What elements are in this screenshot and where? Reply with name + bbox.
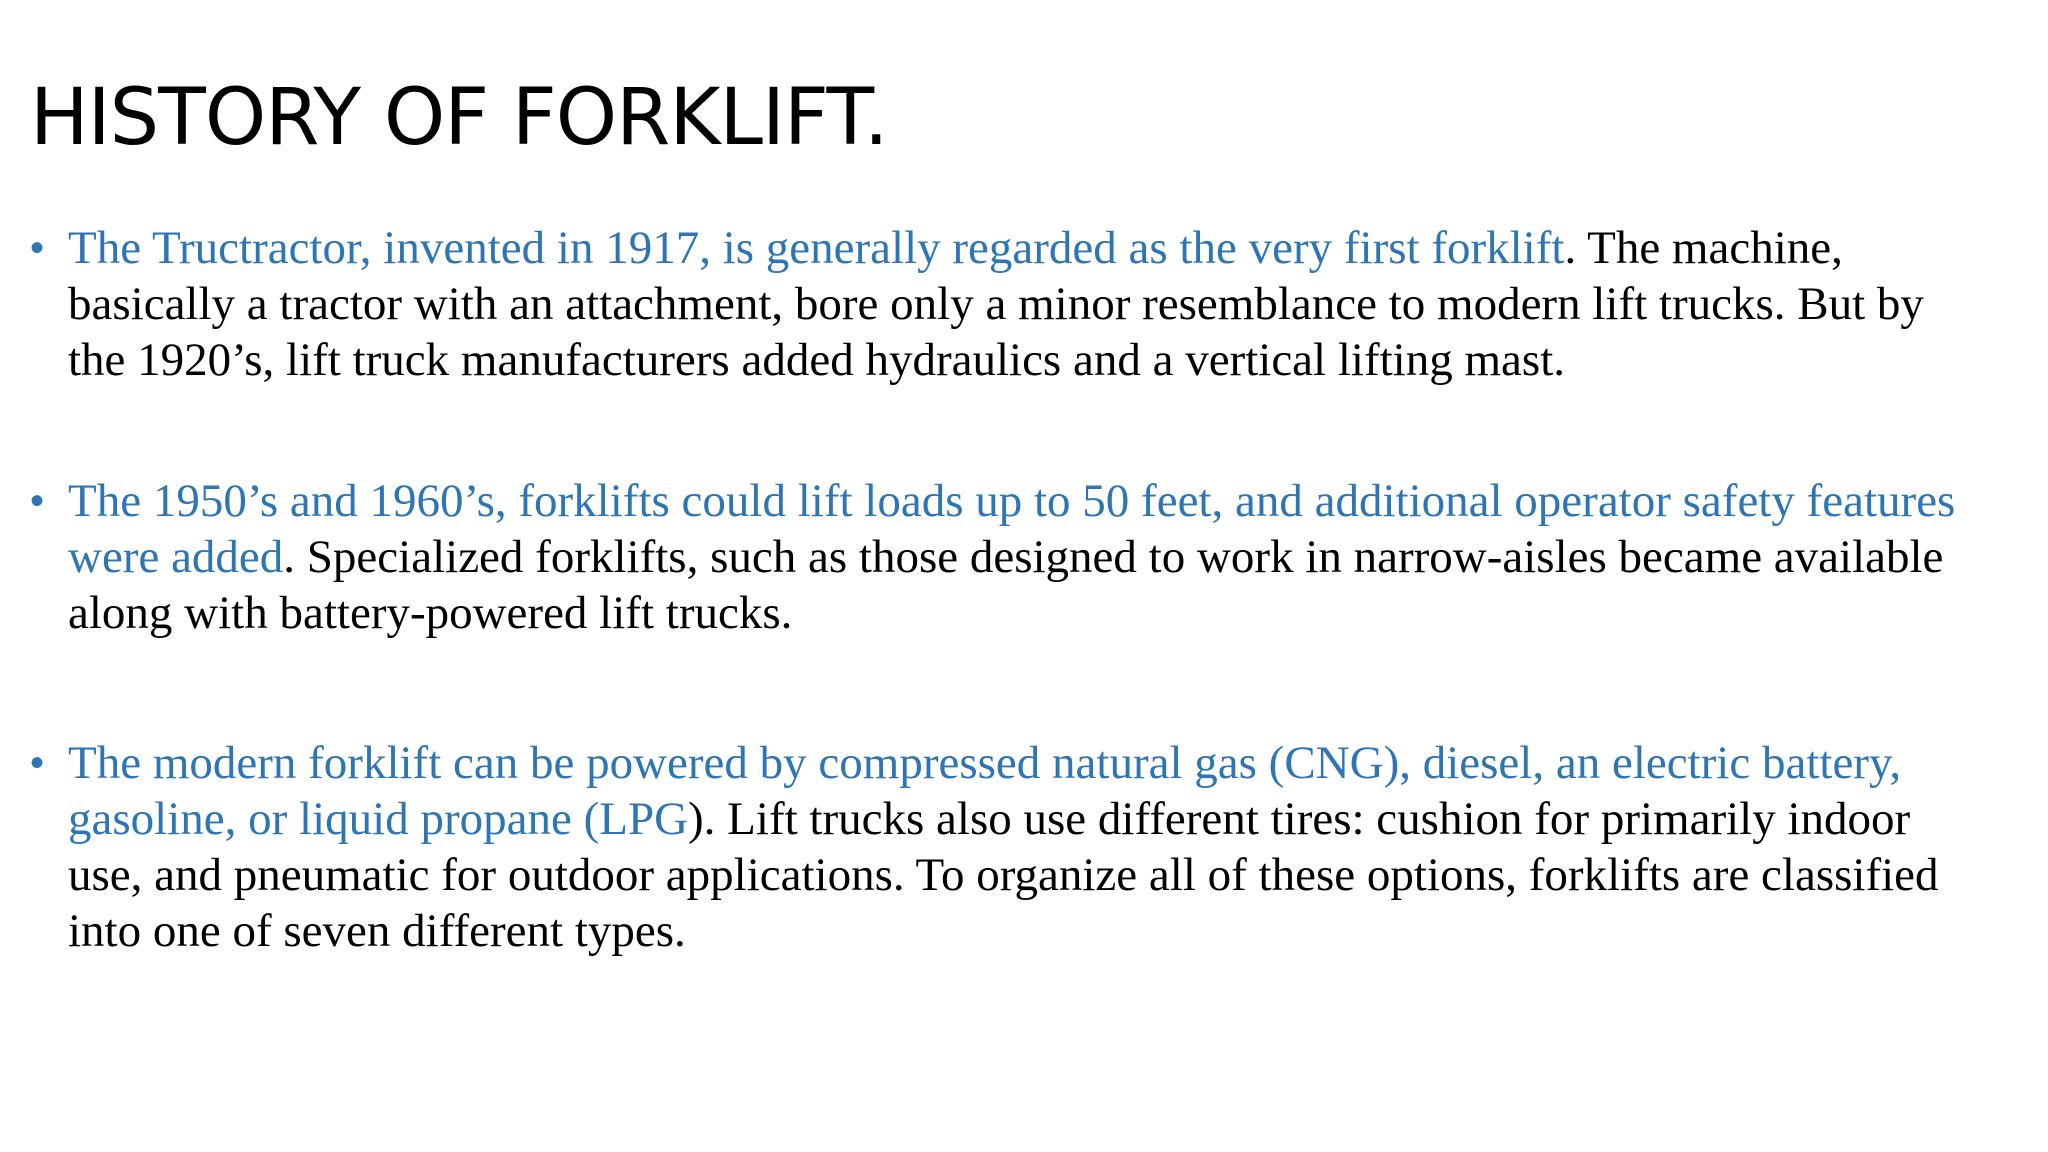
bullet-body-text: . The machine, basically a tractor with an attachment, bore only a minor resemblance to modern lift trucks. But by the 1920’s, lift truck manufacturers added hydraulics and a vertical lifting mast. [68,222,1924,386]
bullet-item [30,220,1970,388]
bullet-text [68,473,1970,641]
bullet-body-text: ). Lift trucks also use different tires: cushion for primarily indoor use, and pneumatic for outdoor applications. To organize all of these options, forklifts are classified into one of seven different types. [68,793,1939,957]
bullet-point-icon: • [30,741,45,785]
bullet-item [30,473,1970,641]
bullet-highlight-text: The 1950’s and 1960’s, forklifts could lift loads up to 50 feet, and additional operator safety features were added [68,475,1956,583]
bullet-body-text: . Specialized forklifts, such as those designed to work in narrow-aisles became available along with battery-powered lift trucks. [68,531,1944,639]
bullet-point-icon: • [30,479,45,523]
bullet-text [68,735,1970,959]
bullet-highlight-text: The Tructractor, invented in 1917, is generally regarded as the very first forklift [68,222,1565,274]
slide-title: HISTORY OF FORKLIFT. [30,73,888,163]
bullet-point-icon: • [30,226,45,270]
bullet-highlight-text: The modern forklift can be powered by compressed natural gas (CNG), diesel, an electric battery, gasoline, or liquid propane (LPG [68,737,1902,845]
bullet-text [68,220,1970,388]
bullet-item [30,735,1970,959]
